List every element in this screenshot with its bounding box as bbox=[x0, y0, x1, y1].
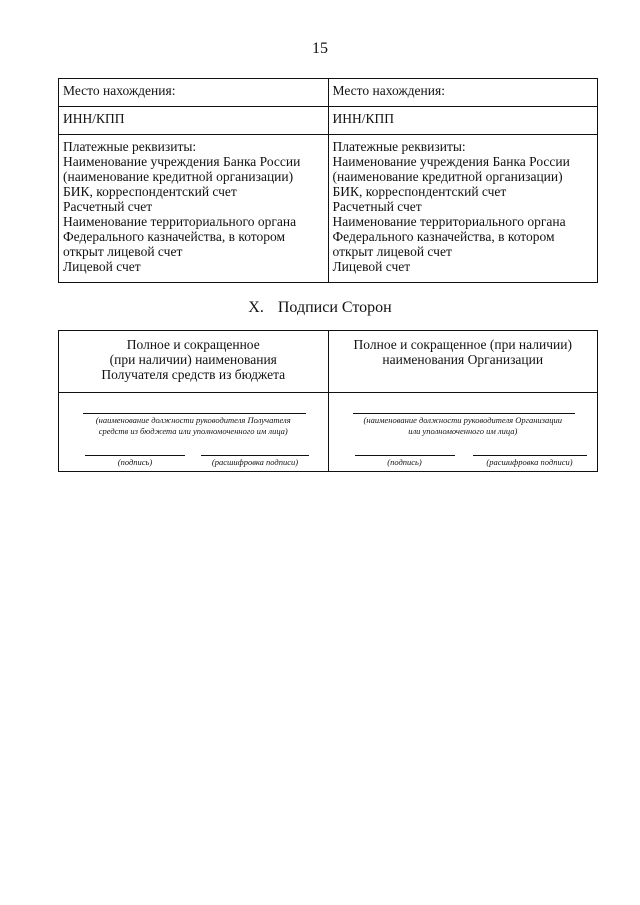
right-payment-line: Лицевой счет bbox=[332, 259, 411, 274]
left-position-caption-line: средств из бюджета или уполномоченного им лица) bbox=[98, 426, 288, 436]
right-signature-cell bbox=[328, 393, 598, 472]
left-position-caption bbox=[69, 415, 318, 437]
left-inn-kpp-cell bbox=[59, 107, 329, 135]
left-decoding-line bbox=[201, 455, 309, 456]
left-header-line: (при наличии) наименования bbox=[109, 352, 277, 367]
right-payment-line: Наименование территориального органа bbox=[332, 214, 566, 229]
left-payment-line: Платежные реквизиты: bbox=[63, 139, 197, 154]
left-position-line bbox=[83, 413, 306, 414]
right-payment-line: Федерального казначейства, в котором bbox=[332, 229, 555, 244]
right-payment-line: БИК, корреспондентский счет bbox=[332, 184, 507, 199]
left-payment-line: Федерального казначейства, в котором bbox=[63, 229, 286, 244]
right-position-caption bbox=[339, 415, 588, 437]
left-signature-block bbox=[59, 393, 328, 471]
requisites-table bbox=[58, 78, 598, 283]
left-payment-line: открыт лицевой счет bbox=[63, 244, 183, 259]
left-signature-line bbox=[85, 455, 185, 456]
right-signature-block bbox=[329, 393, 598, 471]
section-number: X. bbox=[248, 299, 264, 316]
right-location-label: Место нахождения: bbox=[332, 83, 445, 98]
right-position-caption-line: (наименование должности руководителя Организации bbox=[363, 415, 562, 425]
signatures-table bbox=[58, 330, 598, 472]
right-location-cell bbox=[328, 79, 598, 107]
left-header-line: Полное и сокращенное bbox=[126, 337, 260, 352]
left-signature-cell bbox=[59, 393, 329, 472]
left-payment-line: Наименование учреждения Банка России bbox=[63, 154, 301, 169]
right-signature-caption: (подпись) bbox=[387, 457, 422, 467]
right-inn-kpp-cell bbox=[328, 107, 598, 135]
left-payment-line: БИК, корреспондентский счет bbox=[63, 184, 237, 199]
section-heading bbox=[0, 299, 640, 317]
right-payment-line: (наименование кредитной организации) bbox=[332, 169, 563, 184]
requisites-row-payment bbox=[59, 135, 598, 283]
left-signature-caption: (подпись) bbox=[117, 457, 153, 467]
right-decoding-line bbox=[473, 455, 587, 456]
right-decoding-caption: (расшифровка подписи) bbox=[486, 457, 573, 467]
right-payment-line: Расчетный счет bbox=[332, 199, 422, 214]
right-position-line bbox=[353, 413, 576, 414]
left-payment-cell bbox=[59, 135, 329, 283]
right-signature-line bbox=[355, 455, 455, 456]
left-header-line: Получателя средств из бюджета bbox=[101, 367, 286, 382]
left-payment-line: Лицевой счет bbox=[63, 259, 141, 274]
section-title: Подписи Сторон bbox=[277, 299, 392, 316]
right-inn-kpp-label: ИНН/КПП bbox=[332, 111, 395, 126]
page-number: 15 bbox=[312, 40, 328, 57]
right-payment-line: открыт лицевой счет bbox=[332, 244, 452, 259]
right-payment-line: Наименование учреждения Банка России bbox=[332, 154, 570, 169]
left-payment-line: Наименование территориального органа bbox=[63, 214, 297, 229]
right-position-caption-line: или уполномоченного им лица) bbox=[408, 426, 518, 436]
left-party-header bbox=[59, 331, 329, 393]
left-location-label: Место нахождения: bbox=[63, 83, 176, 98]
left-payment-line: (наименование кредитной организации) bbox=[63, 169, 294, 184]
left-inn-kpp-label: ИНН/КПП bbox=[63, 111, 125, 126]
left-location-cell bbox=[59, 79, 329, 107]
right-payment-cell bbox=[328, 135, 598, 283]
right-header-line: наименования Организации bbox=[382, 352, 544, 367]
requisites-row-inn-kpp bbox=[59, 107, 598, 135]
requisites-row-location bbox=[59, 79, 598, 107]
signatures-header-row bbox=[59, 331, 598, 393]
right-payment-line: Платежные реквизиты: bbox=[332, 139, 466, 154]
right-party-header bbox=[328, 331, 598, 393]
left-decoding-caption: (расшифровка подписи) bbox=[211, 457, 299, 467]
left-position-caption-line: (наименование должности руководителя Получателя bbox=[95, 415, 291, 425]
left-payment-line: Расчетный счет bbox=[63, 199, 153, 214]
signatures-sign-row bbox=[59, 393, 598, 472]
right-header-line: Полное и сокращенное (при наличии) bbox=[353, 337, 572, 352]
